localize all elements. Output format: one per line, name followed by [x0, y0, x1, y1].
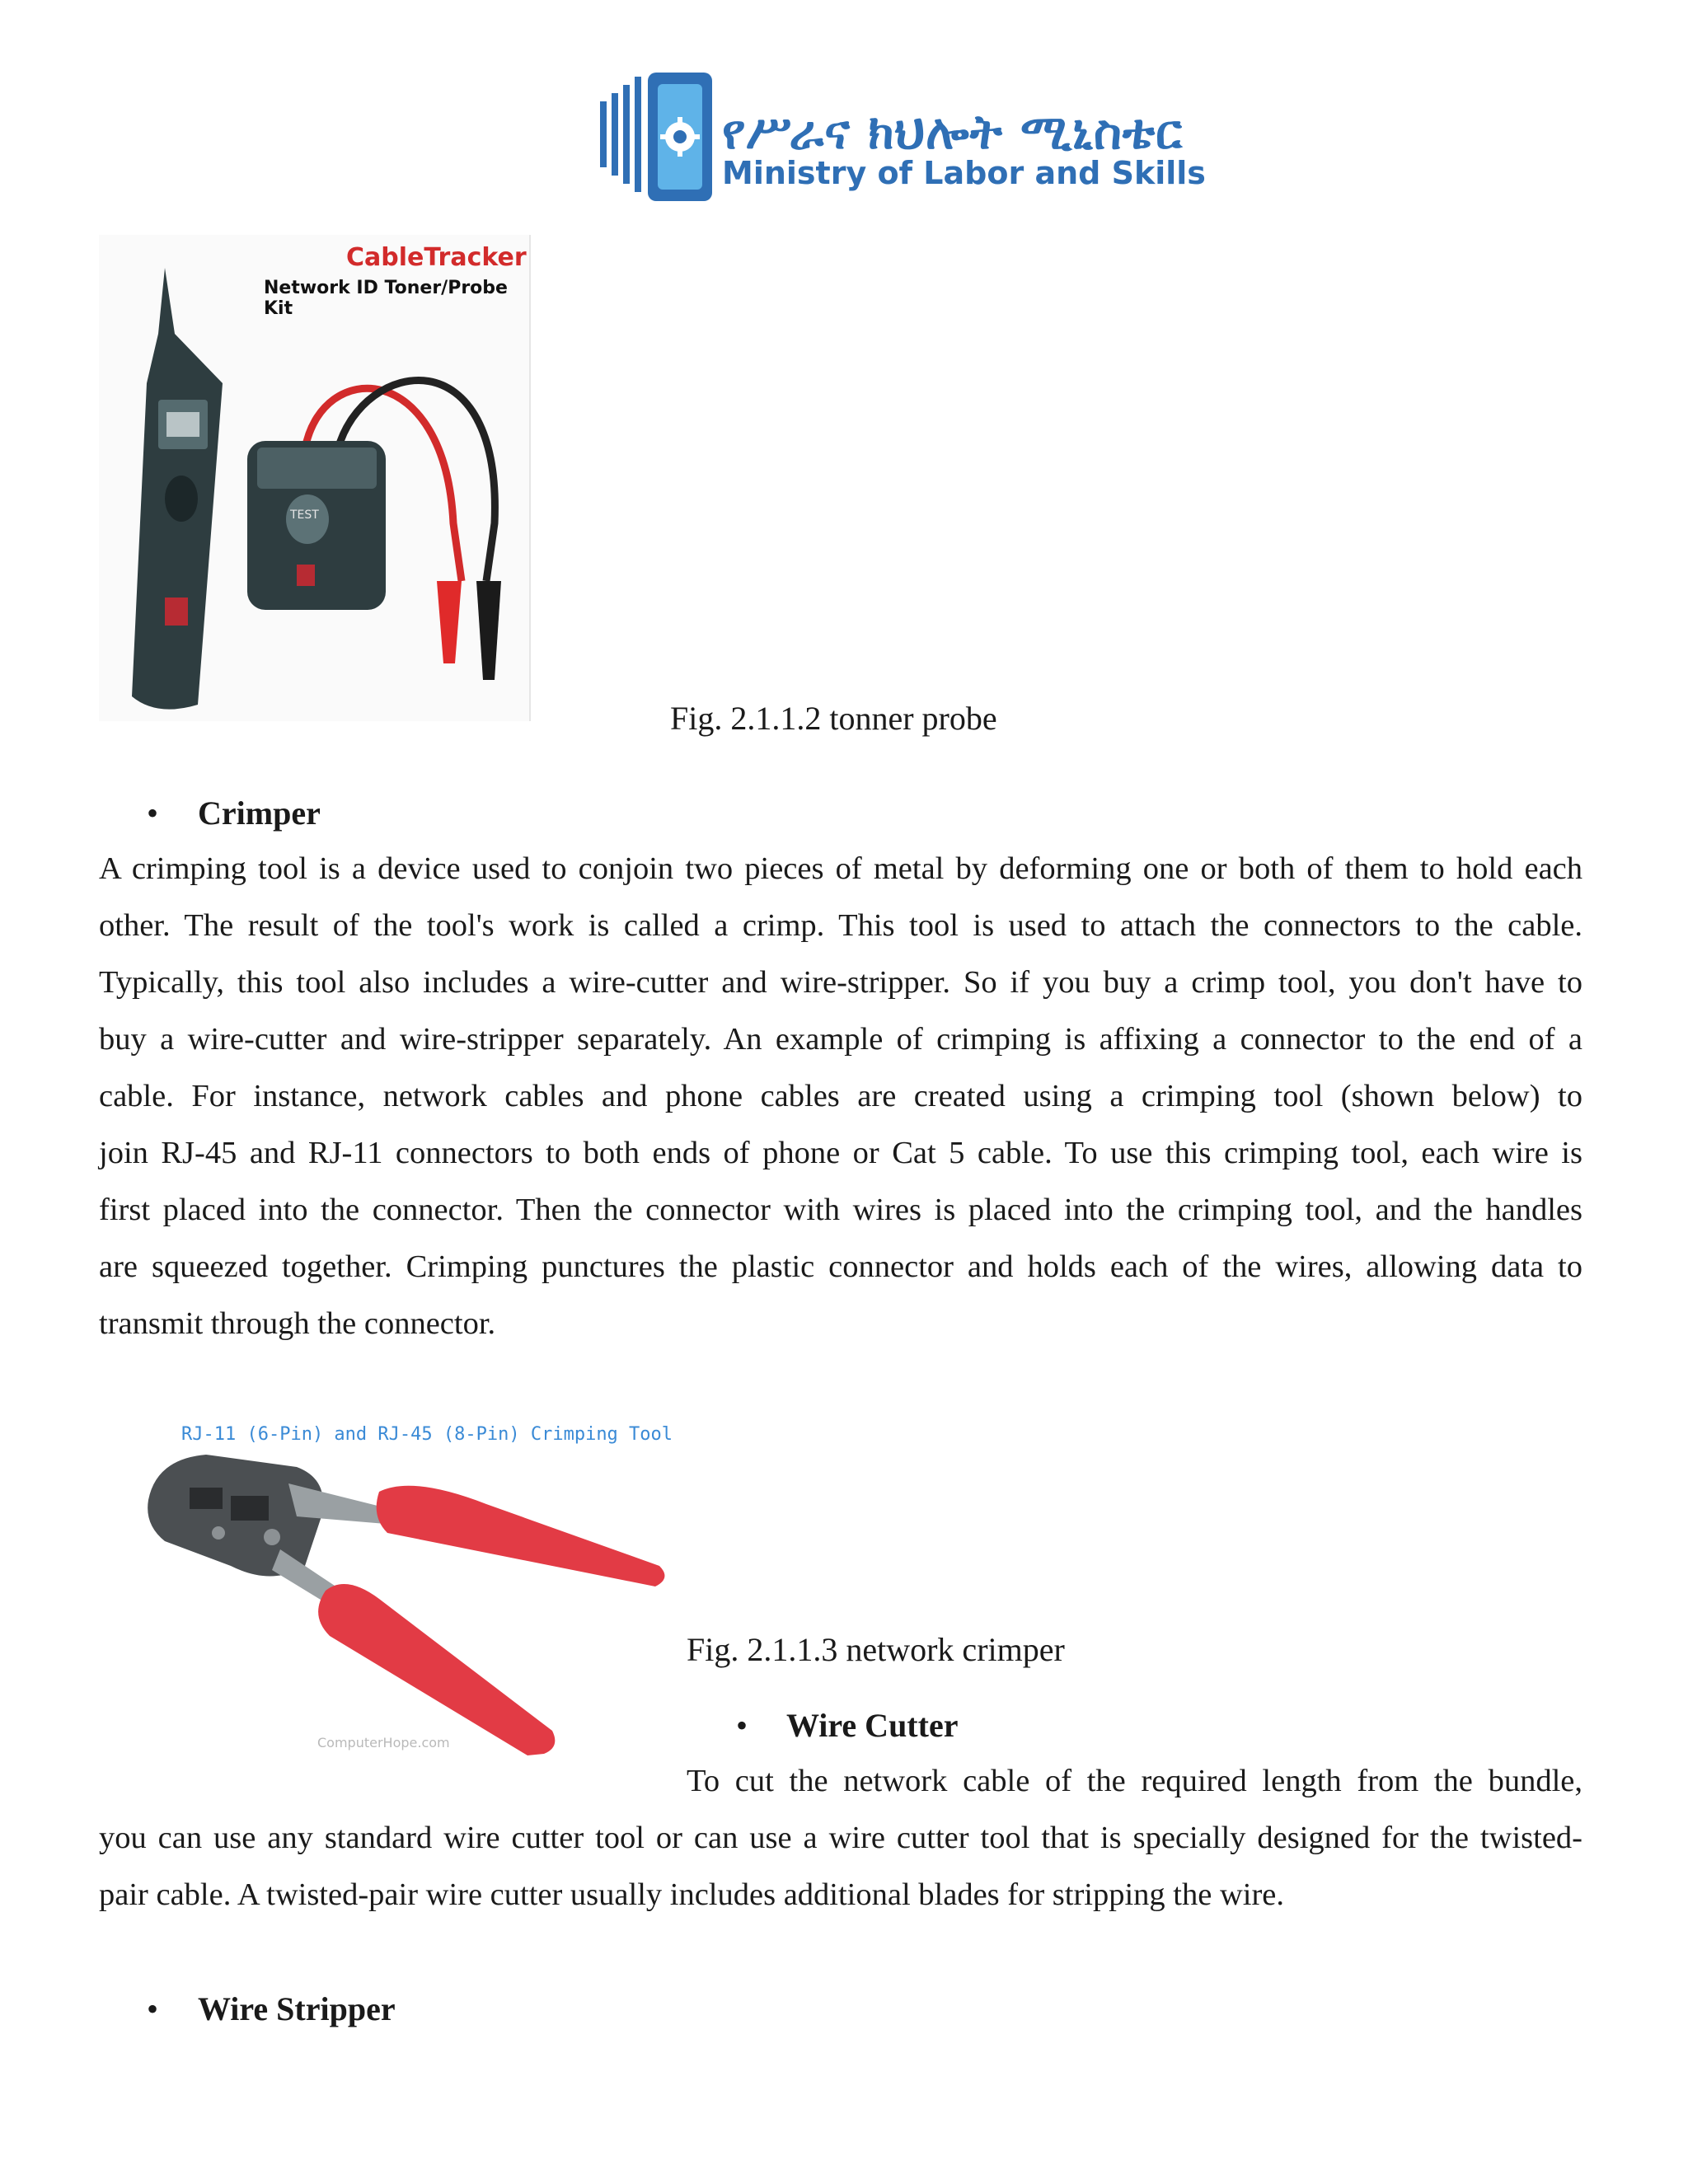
wire-cutter-line: To cut the network cable of the required length from the bundle,	[687, 1764, 1582, 1798]
crimping-tool-image	[140, 1409, 673, 1788]
wire-cutter-line: pair cable. A twisted-pair wire cutter usually includes additional blades for stripping the wire.	[99, 1877, 1284, 1912]
figure1-brand: CableTracker	[346, 243, 527, 272]
heading-wire-stripper: Wire Stripper	[198, 1990, 396, 2027]
toner-probe-image	[99, 235, 531, 721]
crimper-line: buy a wire-cutter and wire-stripper separately. An example of crimping is affixing a connector to the end of a	[99, 1022, 1582, 1057]
crimper-line: transmit through the connector.	[99, 1306, 496, 1341]
ministry-logo	[598, 73, 1206, 213]
bullet-wire-stripper: •	[147, 1990, 159, 2027]
test-button-label: TEST	[290, 509, 319, 522]
ministry-emblem-icon	[598, 73, 714, 204]
figure1-subtitle: Network ID Toner/Probe Kit	[264, 278, 508, 319]
crimper-line: A crimping tool is a device used to conjoin two pieces of metal by deforming one or both of them to hold each	[99, 851, 1582, 886]
logo-english-text: Ministry of Labor and Skills	[722, 155, 1206, 191]
crimper-line: join RJ-45 and RJ-11 connectors to both ends of phone or Cat 5 cable. To use this crimping tool, each wire is	[99, 1136, 1582, 1170]
logo-amharic-text: የሥራና ክህሎት ሚኒስቴር	[722, 104, 1184, 160]
crimper-line: other. The result of the tool's work is called a crimp. This tool is used to attach the connectors to the cable.	[99, 908, 1582, 943]
crimper-line: Typically, this tool also includes a wire-cutter and wire-stripper. So if you buy a crimp tool, you don't have to	[99, 965, 1582, 1000]
heading-wire-cutter: Wire Cutter	[786, 1707, 959, 1744]
bullet-crimper: •	[147, 794, 159, 832]
crimper-line: first placed into the connector. Then the connector with wires is placed into the crimping tool, and the handles	[99, 1193, 1582, 1227]
crimper-line: cable. For instance, network cables and phone cables are created using a crimping tool (shown below) to	[99, 1079, 1582, 1113]
figure2-title: RJ-11 (6-Pin) and RJ-45 (8-Pin) Crimping Tool	[181, 1424, 673, 1445]
toner-probe-kit-icon	[99, 235, 528, 721]
figure1-caption: Fig. 2.1.1.2 tonner probe	[670, 700, 997, 737]
heading-crimper: Crimper	[198, 794, 321, 832]
figure2-credit: ComputerHope.com	[317, 1735, 450, 1750]
bullet-wire-cutter: •	[736, 1707, 748, 1744]
figure2-caption: Fig. 2.1.1.3 network crimper	[687, 1631, 1065, 1668]
wire-cutter-line: you can use any standard wire cutter tool or can use a wire cutter tool that is specially designed for the twisted-	[99, 1821, 1582, 1855]
crimper-line: are squeezed together. Crimping punctures the plastic connector and holds each of the wires, allowing data to	[99, 1249, 1582, 1284]
crimping-tool-icon	[140, 1409, 668, 1788]
